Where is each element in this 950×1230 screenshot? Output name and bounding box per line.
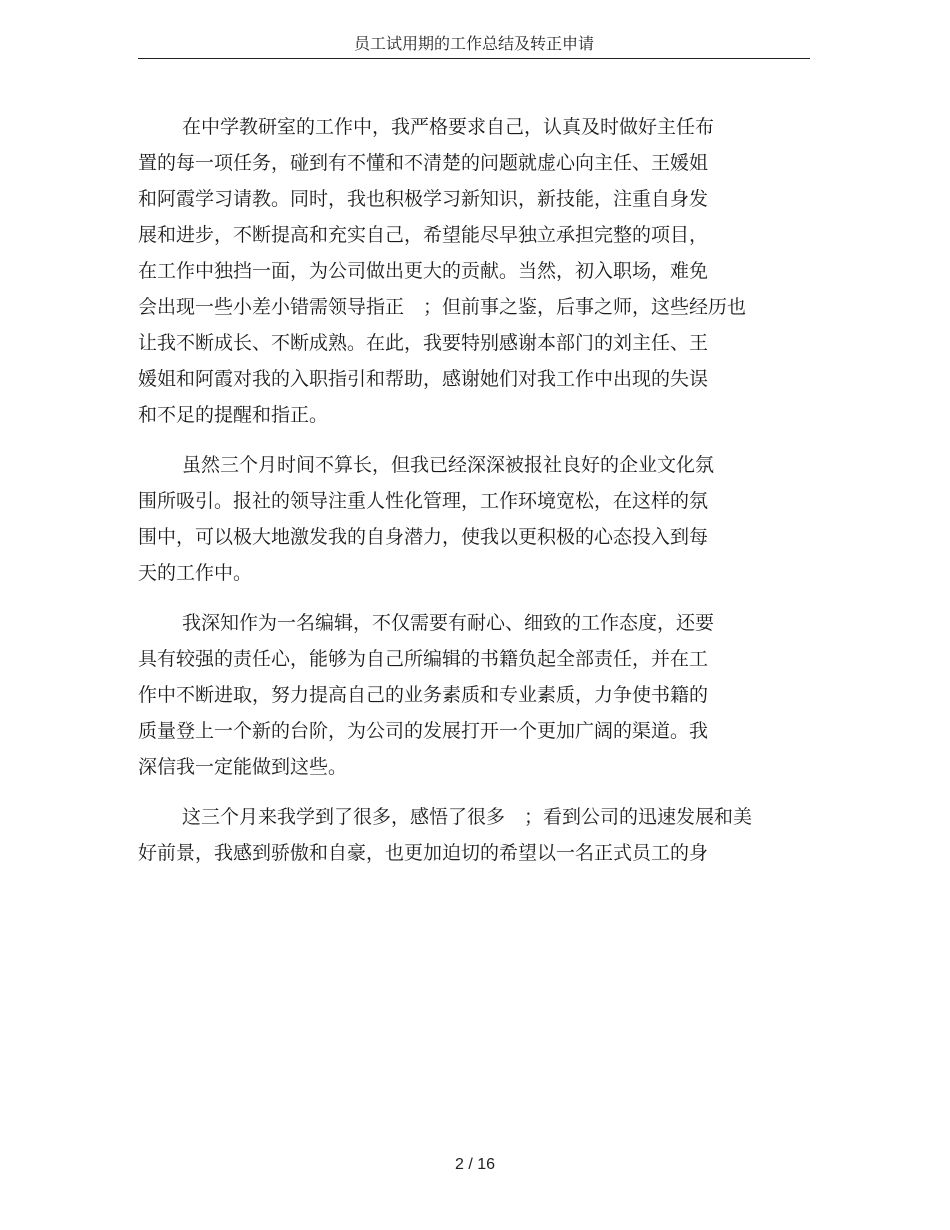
paragraph-3-line-3: 作中不断进取，努力提高自己的业务素质和专业素质，力争使书籍的 [138,684,709,706]
paragraph-1-line-1: 在中学教研室的工作中，我严格要求自己，认真及时做好主任布 [182,116,715,138]
paragraph-2-line-1: 虽然三个月时间不算长，但我已经深深被报社良好的企业文化氛 [182,454,715,476]
document-body [138,109,818,871]
paragraph-1-line-4: 展和进步，不断提高和充实自己，希望能尽早独立承担完整的项目， [138,224,709,246]
paragraph-3-line-2: 具有较强的责任心，能够为自己所编辑的书籍负起全部责任，并在工 [138,648,709,670]
paragraph-1-line-3: 和阿霞学习请教。同时，我也积极学习新知识，新技能，注重自身发 [138,188,709,210]
paragraph-2-line-3: 围中，可以极大地激发我的自身潜力，使我以更积极的心态投入到每 [138,526,709,548]
paragraph-3-line-4: 质量登上一个新的台阶，为公司的发展打开一个更加广阔的渠道。我 [138,720,709,742]
paragraph-4-line-2: 好前景，我感到骄傲和自豪，也更加迫切的希望以一名正式员工的身 [138,842,709,864]
paragraph-1-line-9: 和不足的提醒和指正。 [138,404,329,426]
page-number: 2 / 16 [454,1156,496,1173]
paragraph-3-line-5: 深信我一定能做到这些。 [138,756,348,778]
paragraph-2-line-2: 围所吸引。报社的领导注重人性化管理，工作环境宽松，在这样的氛 [138,490,709,512]
page-header [138,30,810,59]
paragraph-2-line-4: 天的工作中。 [138,562,253,584]
document-title: 员工试用期的工作总结及转正申请 [353,34,594,53]
paragraph-1-line-7: 让我不断成长、不断成熟。在此，我要特别感谢本部门的刘主任、王 [138,332,709,354]
paragraph-1-line-2: 置的每一项任务，碰到有不懂和不清楚的问题就虚心向主任、王媛姐 [138,152,709,174]
paragraph-4-line-1: 这三个月来我学到了很多，感悟了很多 ；看到公司的迅速发展和美 [182,806,753,828]
paragraph-3-line-1: 我深知作为一名编辑，不仅需要有耐心、细致的工作态度，还要 [182,612,715,634]
paragraph-1-line-8: 媛姐和阿霞对我的入职指引和帮助，感谢她们对我工作中出现的失误 [138,368,709,390]
paragraph-1-line-6: 会出现一些小差小错需领导指正 ；但前事之鉴，后事之师，这些经历也 [138,296,747,318]
paragraph-1-line-5: 在工作中独挡一面，为公司做出更大的贡献。当然，初入职场，难免 [138,260,709,282]
